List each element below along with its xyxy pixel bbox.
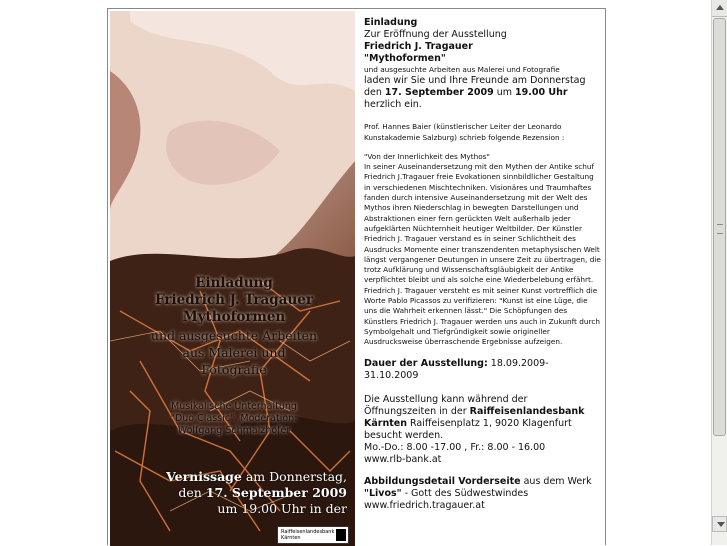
vernissage-date-prefix: den xyxy=(178,485,206,500)
opening-text: Die Ausstellung kann während der Öffnungszeiten in der xyxy=(364,393,528,417)
scroll-up-button[interactable] xyxy=(712,0,727,17)
vernissage-label: Vernissage xyxy=(166,469,242,484)
text-hours: Mo.-Do.: 8.00 -17.00 , Fr.: 8.00 - 16.00 xyxy=(364,441,546,453)
invite-time: 19.00 Uhr xyxy=(515,87,568,99)
artist-link[interactable]: www.friedrich.tragauer.at xyxy=(364,499,485,511)
bank-name: Raiffeisenlandesbank Kärnten xyxy=(364,405,585,429)
poster-music-line: "Duo Classic". Moderation: xyxy=(170,413,298,424)
invite-date: 17. September 2009 xyxy=(384,87,494,99)
logo-text: Raiffeisenlandesbank xyxy=(281,529,335,535)
content-frame xyxy=(107,8,606,545)
text-intro: Zur Eröffnung der Ausstellung xyxy=(364,29,507,40)
poster-title: Mythoformen xyxy=(182,309,286,325)
duration-value: 18.09.2009-31.10.2009 xyxy=(364,357,549,381)
work-title: "Livos" xyxy=(364,487,402,499)
arrow-up-icon xyxy=(716,5,724,10)
poster-subtitle-line: und ausgesuchte Arbeiten xyxy=(150,328,318,343)
poster-subtitle xyxy=(120,327,348,378)
invitation-text xyxy=(364,11,602,512)
grip-icon xyxy=(717,224,723,234)
text-invitation xyxy=(364,75,602,111)
poster-artist: Friedrich J. Tragauer xyxy=(155,292,313,308)
image-credit-text: aus dem Werk xyxy=(520,475,592,487)
scroll-thumb[interactable] xyxy=(713,18,726,436)
text-title: "Mythoformen" xyxy=(364,53,446,64)
text-review: In seiner Auseinandersetzung mit den Mythen der Antike schuf Friedrich J.Tragauer freie Evokationen sinnbildlicher Gestaltung in verschiedenen Mischtechniken. Visionäres und Traumhaftes fanden durch intensive Auseinandersetzung mit der Welt des Mythos ihren Niederschlag in bewegten Darstellungen und Abstraktionen einer fern gerückten Welt außerhalb jeder aufgeklärten Nüchternheit heutiger Weltbilder. Der Künstler Friedrich J. Tragauer verstand es in seiner Schlichtheit des Ausdrucks Momente einer transzendenten metaphysischen Welt längst vergangener Deutungen in unsere Zeit zu übertragen, die trotz Aufklärung und Wissenschaftsgläubigkeit der Antike verpflichtet bleibt und als solche eine Wiederbelebung erfährt. Friedrich J. Tragauer versteht es mit seiner Kunst vortrefflich die Worte Pablo Picassos zu verifizieren: "Kunst ist eine Lüge, die uns die Wahrheit erkennen lässt." Die Schöpfungen des Künstlers Friedrich J. Tragauer werden uns auch in Zukunft durch Symbolgehalt und Tiefgründigkeit sowie origineller Ausdrucksweise überraschende Ergebnisse aufzeigen. xyxy=(364,162,601,347)
work-subtitle: - Gott des Südwestwindes xyxy=(401,487,529,499)
poster-music-info xyxy=(120,401,348,437)
poster-subtitle-line: Fotografie xyxy=(201,362,267,377)
text-duration xyxy=(364,358,602,382)
vernissage-time: um 19.00 Uhr in der xyxy=(217,501,347,516)
text-image-credit xyxy=(364,476,602,488)
duration-label: Dauer der Ausstellung: xyxy=(364,357,488,369)
opening-text: Raiffeisenplatz 1, 9020 Klagenfurt besucht werden. xyxy=(364,417,572,441)
invite-text: laden wir Sie und Ihre Freunde am Donnerstag den xyxy=(364,75,586,99)
vertical-scrollbar[interactable] xyxy=(711,0,727,545)
image-credit-label: Abbildungsdetail Vorderseite xyxy=(364,475,521,487)
logo-text: Kärnten xyxy=(281,535,301,541)
poster-music-line: Musikalische Unterhaltung xyxy=(171,401,297,412)
text-heading: Einladung xyxy=(364,17,418,28)
invitation-poster xyxy=(110,11,355,546)
text-work xyxy=(364,488,602,500)
text-review-author: Prof. Hannes Baier (künstlerischer Leiter der Leonardo Kunstakademie Salzburg) schrieb folgende Rezension : xyxy=(364,122,565,142)
text-selected-works: und ausgesuchte Arbeiten aus Malerei und Fotografie xyxy=(364,65,560,74)
poster-heading: Einladung xyxy=(195,275,273,291)
bank-link[interactable]: www.rlb-bank.at xyxy=(364,453,442,465)
text-opening-info xyxy=(364,394,602,442)
invite-text: um xyxy=(493,87,516,99)
raiffeisen-logo xyxy=(277,526,349,544)
poster-music-line: Wolfgang Schmalzhofer xyxy=(177,425,291,436)
invite-text: herzlich ein. xyxy=(364,99,422,111)
raiffeisen-mark-icon xyxy=(336,529,346,541)
text-artist: Friedrich J. Tragauer xyxy=(364,41,473,52)
text-review-title: "Von der Innerlichkeit des Mythos" xyxy=(364,151,490,161)
poster-vernissage xyxy=(117,469,347,517)
vernissage-day: am Donnerstag, xyxy=(241,469,347,484)
vernissage-date: 17. September 2009 xyxy=(205,485,347,500)
arrow-down-icon xyxy=(717,522,725,527)
poster-subtitle-line: aus Malerei und xyxy=(182,345,286,360)
scroll-down-button[interactable] xyxy=(712,516,727,532)
